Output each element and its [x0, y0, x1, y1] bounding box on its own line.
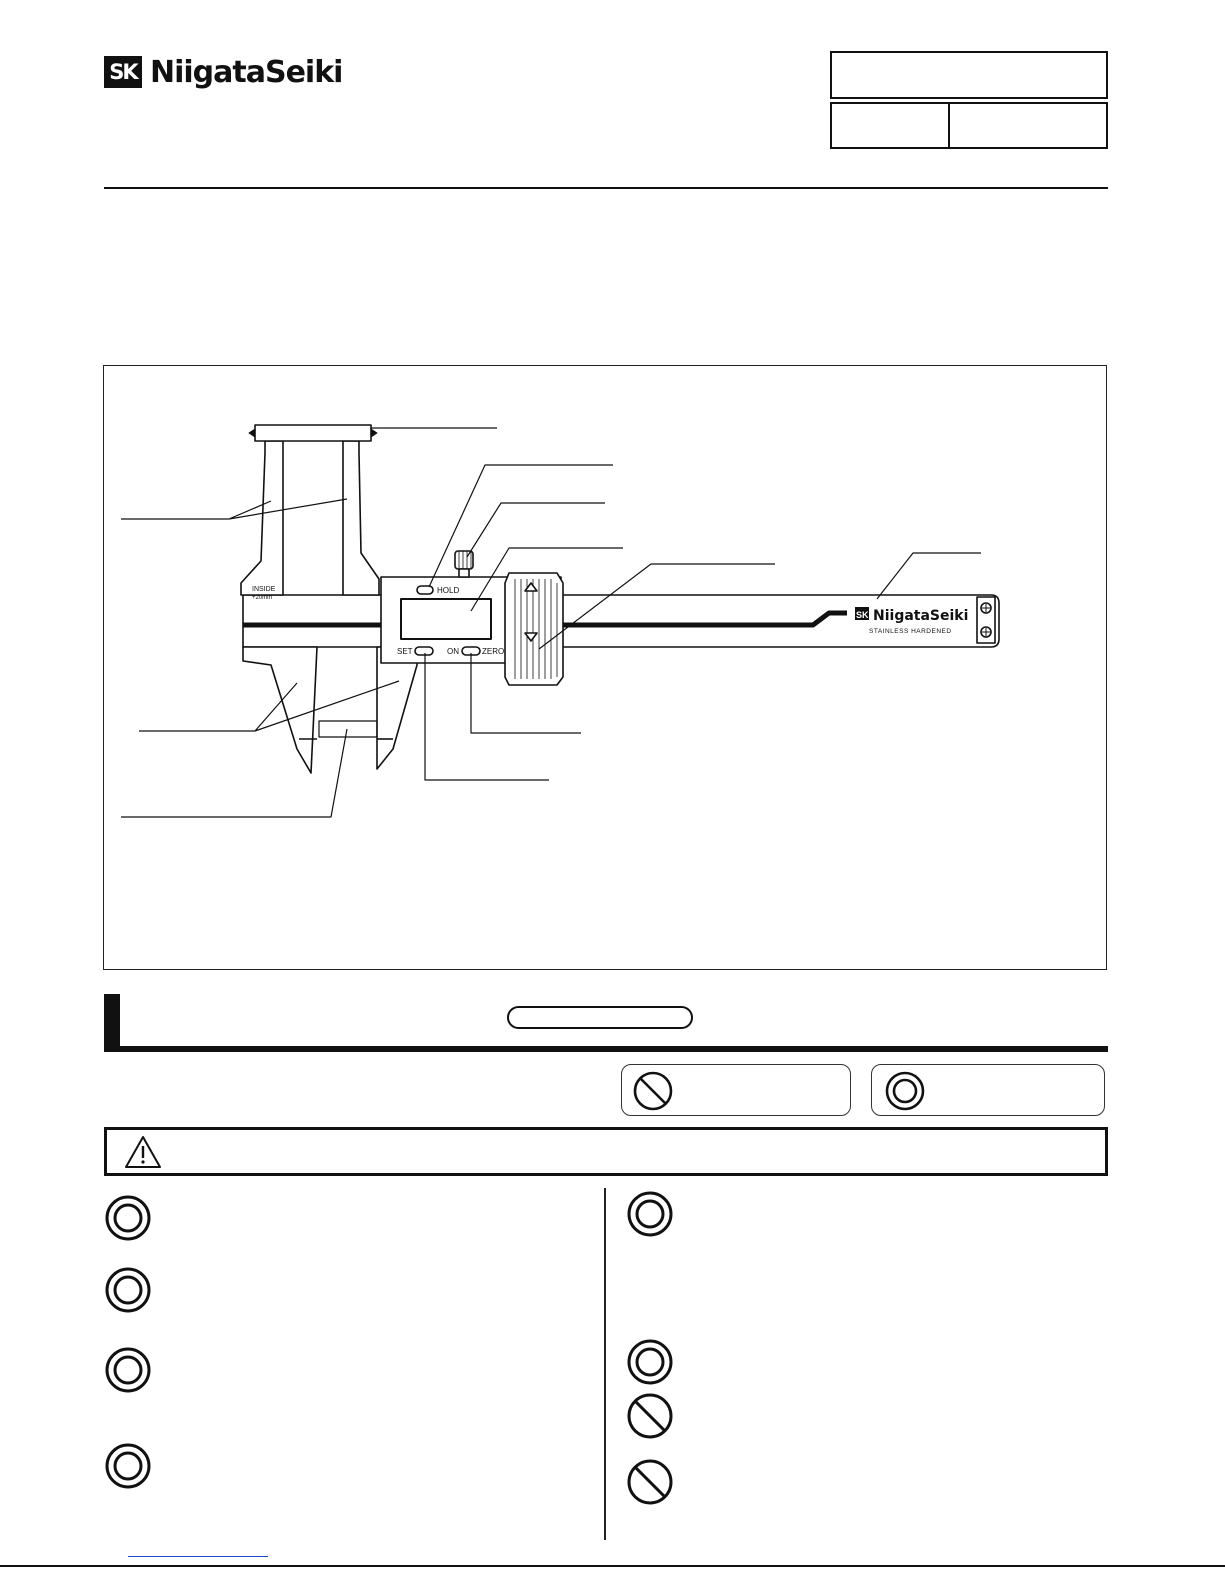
prohibited-icon [626, 1458, 674, 1506]
step-gap [319, 721, 377, 737]
model-number-box [830, 51, 1108, 99]
leader-lower-jaws [139, 681, 399, 731]
inside-sub-label: +20mm [252, 595, 273, 601]
mandatory-icon [626, 1190, 674, 1238]
caliper-diagram [104, 366, 1108, 971]
logo-badge: SK [104, 56, 142, 88]
column-divider [604, 1188, 606, 1540]
section-bar [104, 994, 120, 1052]
upper-jaw-moving [343, 441, 379, 595]
doc-code-box-left [830, 102, 950, 149]
mandatory-icon [104, 1346, 152, 1394]
footer-rule [0, 1565, 1225, 1567]
section-rule [104, 1046, 1108, 1052]
upper-jaw-fixed [241, 441, 283, 595]
mandatory-icon [884, 1070, 926, 1112]
mandatory-icon [626, 1338, 674, 1386]
lcd-display [401, 599, 491, 639]
prohibited-icon [626, 1392, 674, 1440]
on-button-label: ON [447, 647, 459, 656]
zero-button-label: ZERO [482, 647, 505, 656]
header-rule [104, 187, 1108, 189]
warning-triangle-icon [123, 1134, 163, 1170]
legend-mandatory-box [871, 1064, 1105, 1116]
diagram-frame [103, 365, 1107, 970]
inside-label: INSIDE [252, 586, 276, 593]
mandatory-icon [104, 1442, 152, 1490]
beam-stainless-text: STAINLESS HARDENED [869, 628, 952, 635]
beam-logo-badge-text: SK [856, 610, 869, 620]
beam-logo-wordmark: NiigataSeiki [873, 608, 969, 624]
leader-upper-jaws [121, 499, 347, 519]
logo-wordmark: NiigataSeiki [150, 55, 343, 90]
set-button-label: SET [397, 647, 413, 656]
section-pill [507, 1006, 693, 1029]
lower-jaw-moving [377, 647, 419, 769]
leader-beam [877, 553, 981, 599]
lock-screw [455, 551, 473, 569]
doc-code-box-right [948, 102, 1108, 149]
mandatory-icon [104, 1266, 152, 1314]
hold-button-label: HOLD [437, 586, 460, 595]
brand-logo [104, 54, 354, 94]
footer-link-underline[interactable] [128, 1556, 268, 1557]
warning-bar [104, 1127, 1108, 1176]
mandatory-icon [104, 1194, 152, 1242]
leader-lock-screw [467, 503, 605, 557]
inside-measuring-bar [255, 425, 371, 441]
prohibited-icon [632, 1070, 674, 1112]
legend-prohibited-box [621, 1064, 851, 1116]
lower-jaw-fixed [243, 647, 317, 773]
